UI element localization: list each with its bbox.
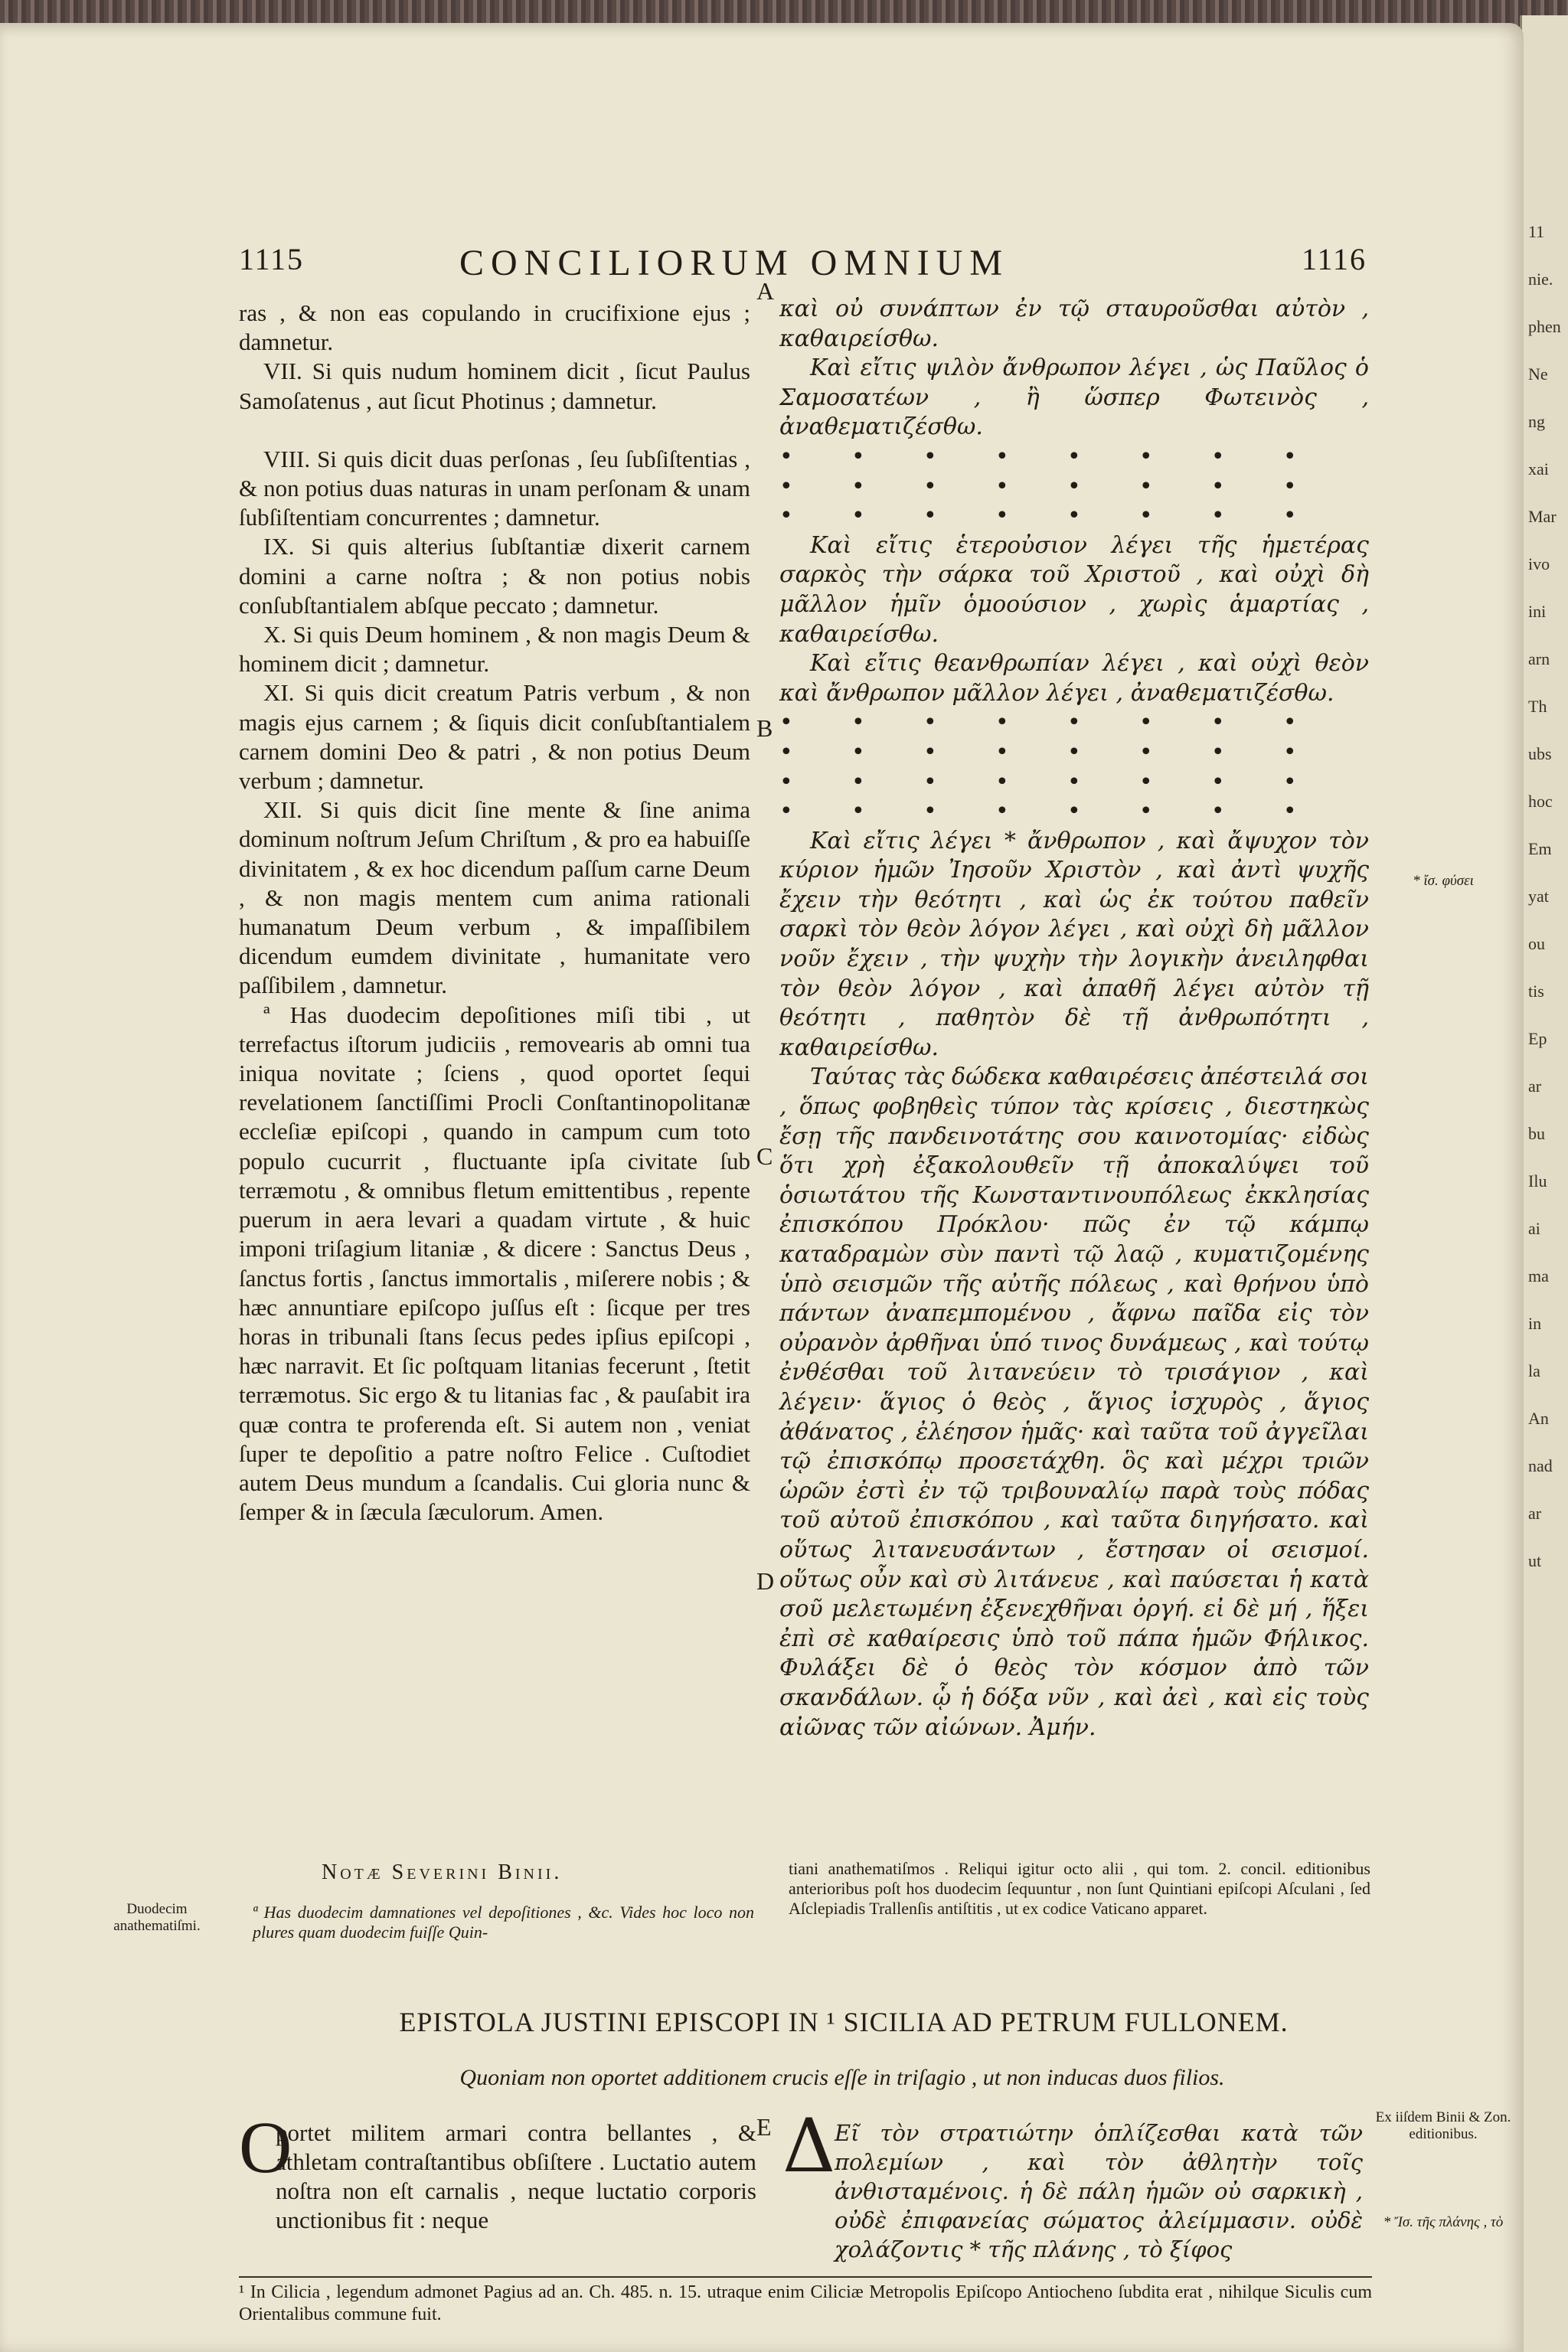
section-marker-e: E xyxy=(756,2113,772,2141)
footnote: ¹ In Cilicia , legendum admonet Pagius ad an. Ch. 485. n. 15. utraque enim Ciliciæ Metropolis Epiſcopo Antiocheno ſubdita erat , nihilque Siculis cum Orientalibus commune fuit. xyxy=(239,2282,1372,2324)
next-page-fragment: ivo xyxy=(1528,554,1550,573)
latin-paragraph: XII. Si quis dicit ſine mente & ſine anima dominum noſtrum Jeſum Chriſtum , & pro ea habuiſſe divinitatem , & ex hoc dicendum paſſum carne Deum , & non magis mentem cum anima rationali humanatum Deum verbum , & impaſſibilem dicendum eumdem divinitate , humanitate vero paſſibilem , damnetur. xyxy=(239,796,750,999)
greek-paragraph: Ταύτας τὰς δώδεκα καθαιρέσεις ἀπέστειλά σοι , ὅπως φοβηθεὶς τύπον τὰς κρίσεις , διεστηκὼς ἔσῃ τῆς πανδεινοτάτης σου καινοτομίας· εἰδὼς ὅτι χρὴ ἐξακολουθεῖν τῇ ἀποκαλύψει τοῦ ὁσιωτάτου τῆς Κωνσταντινουπόλεως ἐκκλησίας ἐπισκόπου Πρόκλου· πῶς ἐν τῷ κάμπῳ καταδραμὼν σὺν παντὶ τῷ λαῷ , κυματιζομένης ὑπὸ σεισμῶν τῆς αὐτῆς πόλεως , καὶ θρήνου ὑπὸ πάντων ἀναπεμπομένου , ἄφνω παῖδα εἰς τὸν οὐρανὸν ἀρθῆναι ὑπό τινος δυνάμεως , καὶ τούτῳ ἐνθέσθαι τοῦ λιτανεύειν τὸ τρισάγιον , καὶ λέγειν· ἅγιος ὁ θεὸς , ἅγιος ἰσχυρὸς , ἅγιος ἀθάνατος , ἐλέησον ἡμᾶς· καὶ ταῦτα τοῦ ἀγγεῖλαι τῷ ἐπισκόπῳ προσετάχθη. ὃς καὶ μέχρι τριῶν ὡρῶν ἐστὶ ἐν τῷ τριβουναλίῳ παρὰ τοὺς πόδας τοῦ αὐτοῦ ἐπισκόπου , καὶ ταῦτα διηγήσατο. καὶ οὕτως λιτανευσάντων , ἔστησαν οἱ σεισμοί. οὕτως οὖν καὶ σὺ λιτάνευε , καὶ παύσεται ἡ κατὰ σοῦ μελετωμένη ἐξενεχθῆναι ὀργή. εἰ δὲ μή , ἥξει ἐπὶ σὲ καθαίρεσις ὑπὸ τοῦ πάπα ἡμῶν Φήλικος. Φυλάξει δὲ ὁ θεὸς τὸν κόσμον ἀπὸ τῶν σκανδάλων. ᾧ ἡ δόξα νῦν , καὶ ἀεὶ , καὶ εἰς τοὺς αἰῶνας τῶν αἰώνων. Ἀμήν. xyxy=(779,1063,1369,1741)
latin-paragraph: VII. Si quis nudum hominem dicit , ſicut Paulus Samoſatenus , aut ſicut Photinus ; damnetur. xyxy=(239,358,750,414)
greek-column xyxy=(779,295,1369,1743)
greek-drop-cap: Δ xyxy=(782,2103,836,2189)
note-right: tiani anathematiſmos . Reliqui igitur octo alii , qui tom. 2. concil. editionibus anterioribus poſt hos duodecim ſequuntur , non ſunt Quintiani epiſcopi Aſculani , ſed Aſclepiadis Trallenſis antiſtitis , ut ex codice Vaticano apparet. xyxy=(789,1859,1370,1918)
next-page-fragment: Ne xyxy=(1528,364,1548,384)
greek-paragraph: Καὶ εἴτις θεανθρωπίαν λέγει , καὶ οὐχὶ θεὸν καὶ ἄνθρωπον μᾶλλον λέγει , ἀναθεματιζέσθω. xyxy=(779,650,1369,707)
page-number-right: 1116 xyxy=(1302,242,1367,276)
next-page-fragment: ma xyxy=(1528,1266,1549,1285)
next-page-edge xyxy=(1520,15,1568,2352)
next-page-fragment: xai xyxy=(1528,459,1549,479)
next-page-fragment: in xyxy=(1528,1314,1542,1333)
next-page-fragment: ar xyxy=(1528,1504,1542,1523)
notes-title: Notæ Severini Binii. xyxy=(322,1860,563,1884)
next-page-fragment: ut xyxy=(1528,1551,1542,1570)
next-page-fragment: nad xyxy=(1528,1456,1553,1475)
next-page-fragment: nie. xyxy=(1528,270,1553,289)
next-page-fragment: 11 xyxy=(1528,222,1545,241)
duodecim-side-note: Duodecim anathematiſmi. xyxy=(113,1901,201,1934)
section-marker-d: D xyxy=(756,1567,775,1595)
editions-side-note: Ex iiſdem Binii & Zon. editionibus. xyxy=(1375,2109,1511,2142)
next-page-fragment: Ep xyxy=(1528,1029,1547,1048)
section-marker-a: A xyxy=(756,277,775,305)
next-page-fragment: Mar xyxy=(1528,507,1557,526)
book-page xyxy=(0,23,1524,2352)
next-page-fragment: ubs xyxy=(1528,744,1552,763)
next-page-fragment: tis xyxy=(1528,982,1544,1001)
next-page-fragment: arn xyxy=(1528,649,1550,668)
latin-paragraph: X. Si quis Deum hominem , & non magis Deum & hominem dicit ; damnetur. xyxy=(239,621,750,678)
next-page-fragment: hoc xyxy=(1528,792,1553,811)
next-page-fragment: ng xyxy=(1528,412,1545,431)
next-page-fragment: ar xyxy=(1528,1076,1542,1096)
greek-paragraph: καὶ οὐ συνάπτων ἐν τῷ σταυροῦσθαι αὐτὸν , καθαιρείσθω. xyxy=(779,296,1369,352)
greek-paragraph: Καὶ εἴτις ψιλὸν ἄνθρωπον λέγει , ὡς Παῦλος ὁ Σαμοσατέων , ἢ ὥσπερ Φωτεινὸς , ἀναθεματιζέσθω. xyxy=(779,354,1369,441)
greek-paragraph: Καὶ εἴτις ἑτεροὐσιον λέγει τῆς ἡμετέρας σαρκὸς τὴν σάρκα τοῦ Χριστοῦ , καὶ οὐχὶ δὴ μᾶλλον ἡμῖν ὁμοούσιον , χωρὶς ἁμαρτίας , καθαιρείσθω. xyxy=(779,531,1369,648)
next-page-fragment: Th xyxy=(1528,697,1547,716)
next-page-fragment: bu xyxy=(1528,1124,1545,1143)
epistle-greek-text: Εῖ τὸν στρατιώτην ὁπλίζεσθαι κατὰ τῶν πολεμίων , καὶ τὸν ἀθλητὴν τοῖς ἀνθισταμένοις. ἡ δὲ πάλη ἡμῶν οὐ σαρκικὴ , οὐδὲ ἐπιφανείας σώματος ἀλείμμασιν. οὐδὲ χολάζοντις * τῆς πλάνης , τὸ ξίφος xyxy=(835,2120,1363,2262)
running-title: CONCILIORUM OMNIUM xyxy=(459,243,1010,283)
latin-paragraph: ras , & non eas copulando in crucifixione ejus ; damnetur. xyxy=(239,299,750,356)
section-marker-b: B xyxy=(756,714,773,742)
footnote-rule xyxy=(239,2276,1372,2278)
next-page-fragment: yat xyxy=(1528,887,1549,906)
latin-paragraph: ª Has duodecim depoſitiones miſi tibi , ut terrefactus iſtorum judiciis , removearis ab omni tua iniqua novitate ; ſciens , quod oportet ſequi revelationem ſanctiſſimi Procli Conſtantinopolitanæ eccleſiæ epiſcopi , quando in campum cum toto populo cucurrit , fluctuante ipſa civitate ſub terræmotu , & omnibus fletum emittentibus , repente puerum in aera levari a quadam virtute , & huic imponi triſagium litaniæ , & dicere : Sanctus Deus , ſanctus fortis , ſanctus immortalis , miſerere nobis ; & hæc annuntiare epiſcopo juſſus eſt : ſicque per tres horas in tribunali ſtans ſecus pedes ipſius epiſcopi , hæc narravit. Et ſic poſtquam litanias fecerunt , ſtetit terræmotus. Sic ergo & tu litanias fac , & pauſabit ira quæ contra te proferenda eſt. Si autem non , veniat ſuper te depoſitio a patre noſtro Felice . Cuſtodiet autem Deus mundum a ſcandalis. Cui gloria nunc & ſemper & in ſæcula ſæculorum. Amen. xyxy=(239,1001,750,1526)
next-page-fragment: Ilu xyxy=(1528,1171,1547,1191)
next-page-fragment: ai xyxy=(1528,1219,1540,1238)
greek-variant-note-2: * Ἴσ. τῆς πλάνης , τὸ xyxy=(1383,2214,1504,2230)
next-page-fragment: ini xyxy=(1528,602,1547,621)
lacuna-dots: • • • • • • • • • • • • • • • • • • • • • • • • xyxy=(779,443,1297,530)
greek-paragraph: Καὶ εἴτις λέγει * ἄνθρωπον , καὶ ἄψυχον τὸν κύριον ἡμῶν Ἰησοῦν Χριστὸν , καὶ ἀντὶ ψυχῆς ἔχειν τὴν θεότητι , καὶ ὡς ἐκ τούτου παθεῖν σαρκὶ τὸν θεὸν λόγον λέγει , καὶ οὐχὶ δὴ μᾶλλον νοῦν ἔχειν , τὴν ψυχὴν τὴν λογικὴν ἀνειληφθαι τὸν θεὸν λόγον , καὶ ἀπαθῆ λέγει αὐτὸν τῇ θεότητι , παθητὸν δὲ τῇ ἀνθρωπότητι , καθαιρείσθω. xyxy=(779,827,1369,1061)
latin-paragraph: XI. Si quis dicit creatum Patris verbum , & non magis ejus carnem ; & ſiquis dicit conſubſtantialem carnem domini Deo & patri , & non potius Deum verbum ; damnetur. xyxy=(239,679,750,795)
latin-column xyxy=(239,299,750,1527)
next-page-fragment: phen xyxy=(1528,317,1561,336)
epistle-latin-text: portet militem armari contra bellantes , & athletam contraſtantibus obſiſtere . Luctatio autem noſtra non eſt carnalis , neque luctatio corporis unctionibus fit : neque xyxy=(276,2119,756,2233)
note-left: ª Has duodecim damnationes vel depoſitiones , &c. Vides hoc loco non plures quam duodecim fuiſſe Quin- xyxy=(253,1903,754,1942)
next-page-fragment: la xyxy=(1528,1361,1540,1380)
greek-variant-note: * ἴσ. φύσει xyxy=(1413,873,1474,889)
next-page-fragment: ou xyxy=(1528,934,1545,953)
latin-paragraph: IX. Si quis alterius ſubſtantiæ dixerit carnem domini a carne noſtra ; & non potius nobis conſubſtantialem abſque peccato ; damnetur. xyxy=(239,533,750,619)
next-page-fragment: Em xyxy=(1528,839,1552,858)
epistle-subtitle: Quoniam non oportet additionem crucis eſſe in triſagio , ut non inducas duos filios. xyxy=(459,2065,1225,2090)
next-page-fragment: An xyxy=(1528,1409,1549,1428)
page-number-left: 1115 xyxy=(239,242,305,276)
epistle-title: EPISTOLA JUSTINI EPISCOPI IN ¹ SICILIA AD PETRUM FULLONEM. xyxy=(399,2007,1289,2037)
latin-drop-cap: O xyxy=(239,2106,292,2188)
section-marker-c: C xyxy=(756,1142,773,1170)
lacuna-dots: • • • • • • • • • • • • • • • • • • • • • • • • • • • • • • • • xyxy=(779,709,1297,825)
latin-paragraph: VIII. Si quis dicit duas perſonas , ſeu ſubſiſtentias , & non potius duas naturas in unam perſonam & unam ſubſiſtentiam concurrentes ; damnetur. xyxy=(239,445,750,531)
